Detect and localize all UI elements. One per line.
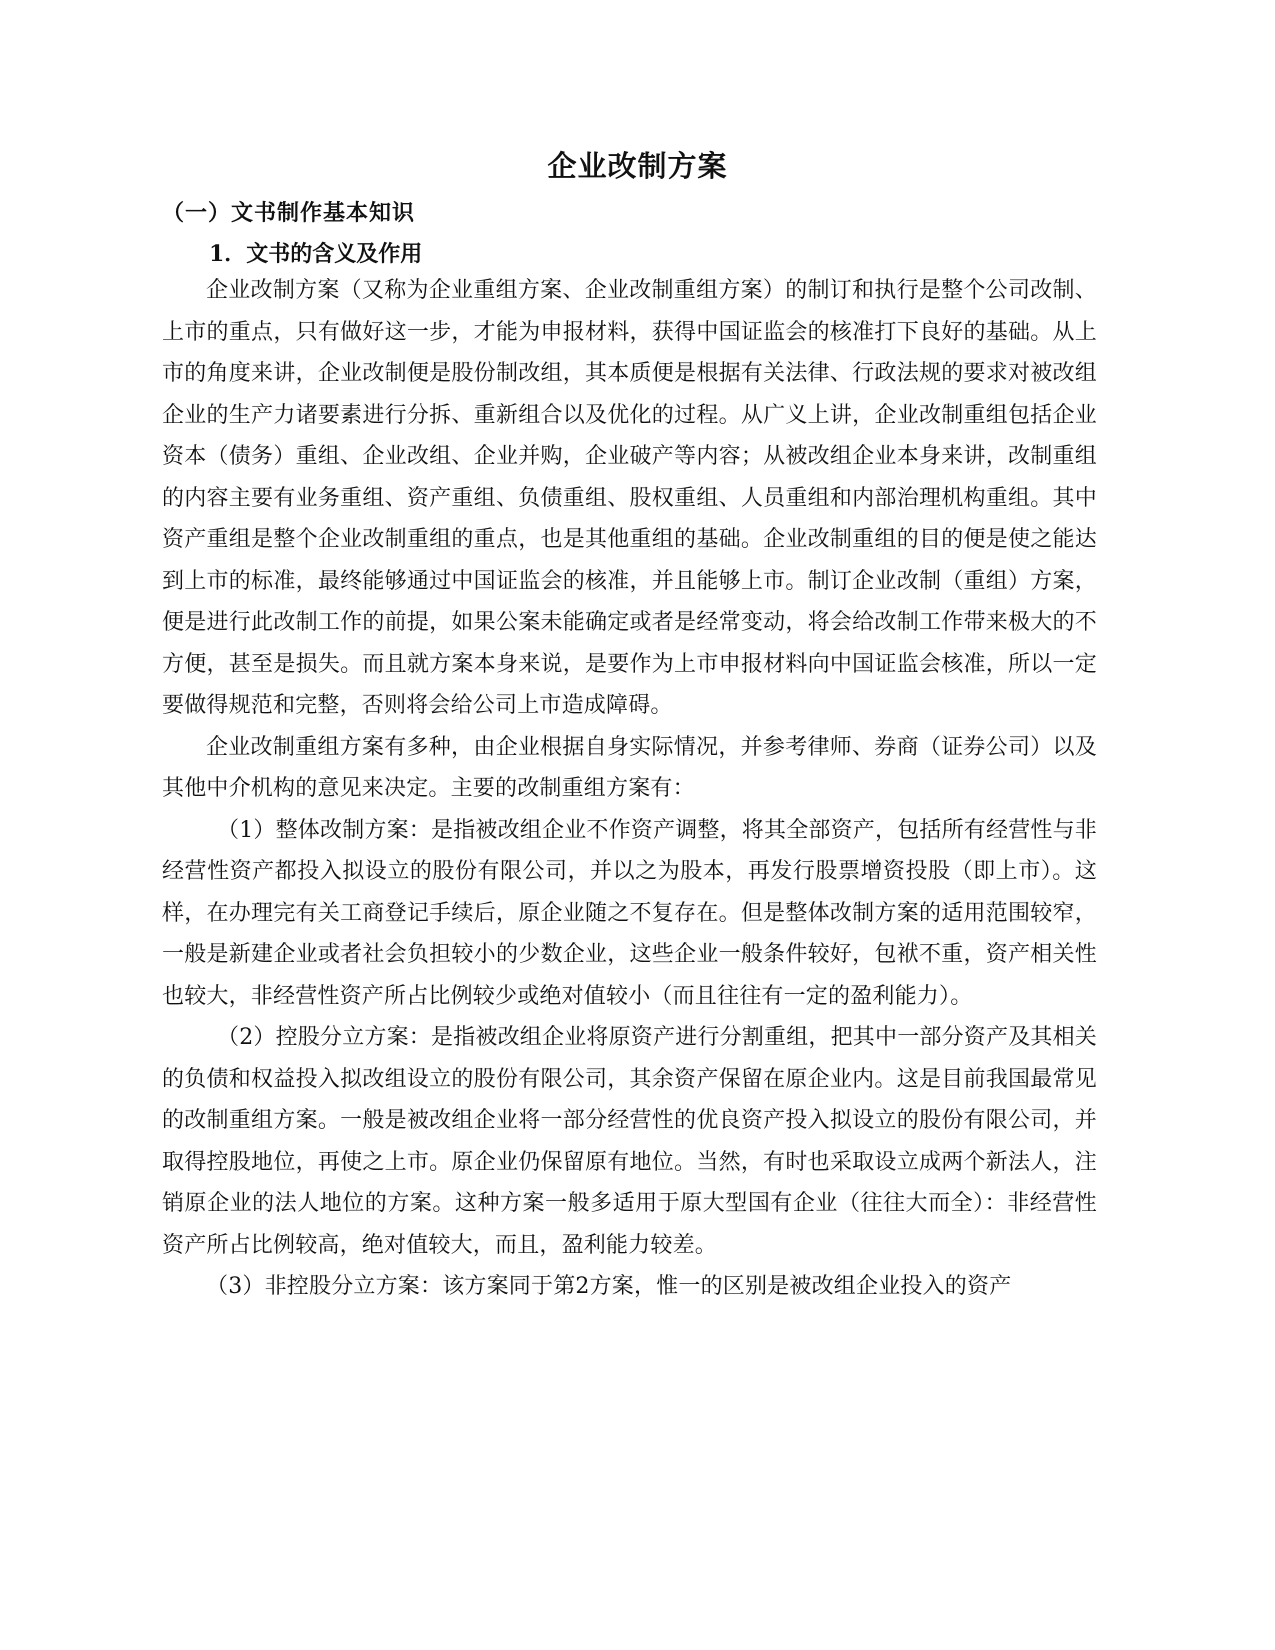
subsection-heading: 1．文书的含义及作用: [209, 241, 423, 267]
paragraph-intro: 企业改制方案（又称为企业重组方案、企业改制重组方案）的制订和执行是整个公司改制、上市的重点，只有做好这一步，才能为申报材料，获得中国证监会的核准打下良好的基础。从上市的角度来讲，企业改制便是股份制改组，其本质便是根据有关法律、行政法规的要求对被改组企业的生产力诸要素进行分拆、重新组合以及优化的过程。从广义上讲，企业改制重组包括企业资本（债务）重组、企业改组、企业并购，企业破产等内容；从被改组企业本身来讲，改制重组的内容主要有业务重组、资产重组、负债重组、股权重组、人员重组和内部治理机构重组。其中资产重组是整个企业改制重组的重点，也是其他重组的基础。企业改制重组的目的便是使之能达到上市的标准，最终能够通过中国证监会的核准，并且能够上市。制订企业改制（重组）方案，便是进行此改制工作的前提，如果公案未能确定或者是经常变动，将会给改制工作带来极大的不方便，甚至是损失。而且就方案本身来说，是要作为上市申报材料向中国证监会核准，所以一定要做得规范和完整，否则将会给公司上市造成障碍。: [162, 278, 1097, 718]
paragraph-plan-2: （2）控股分立方案：是指被改组企业将原资产进行分割重组，把其中一部分资产及其相关的负债和权益投入拟改组设立的股份有限公司，其余资产保留在原企业内。这是目前我国最常见的改制重组方案。一般是被改组企业将一部分经营性的优良资产投入拟设立的股份有限公司，并取得控股地位，再使之上市。原企业仍保留原有地位。当然，有时也采取设立成两个新法人，注销原企业的法人地位的方案。这种方案一般多适用于原大型国有企业（往往大而全）：非经营性资产所占比例较高，绝对值较大，而且，盈利能力较差。: [162, 1025, 1097, 1258]
paragraph-plan-1: （1）整体改制方案：是指被改组企业不作资产调整，将其全部资产，包括所有经营性与非经营性资产都投入拟设立的股份有限公司，并以之为股本，再发行股票增资投股（即上市）。这样，在办理完有关工商登记手续后，原企业随之不复存在。但是整体改制方案的适用范围较窄，一般是新建企业或者社会负担较小的少数企业，这些企业一般条件较好，包袱不重，资产相关性也较大，非经营性资产所占比例较少或绝对值较小（而且往往有一定的盈利能力）。: [162, 817, 1097, 1009]
section-heading: （一）文书制作基本知识: [162, 200, 416, 226]
paragraph-plans-overview: 企业改制重组方案有多种，由企业根据自身实际情况，并参考律师、券商（证券公司）以及其他中介机构的意见来决定。主要的改制重组方案有：: [162, 734, 1097, 801]
document-title: 企业改制方案: [547, 149, 728, 183]
paragraph-plan-3: （3）非控股分立方案：该方案同于第2方案，惟一的区别是被改组企业投入的资产: [206, 1274, 1012, 1299]
body-text: [162, 270, 1097, 1308]
